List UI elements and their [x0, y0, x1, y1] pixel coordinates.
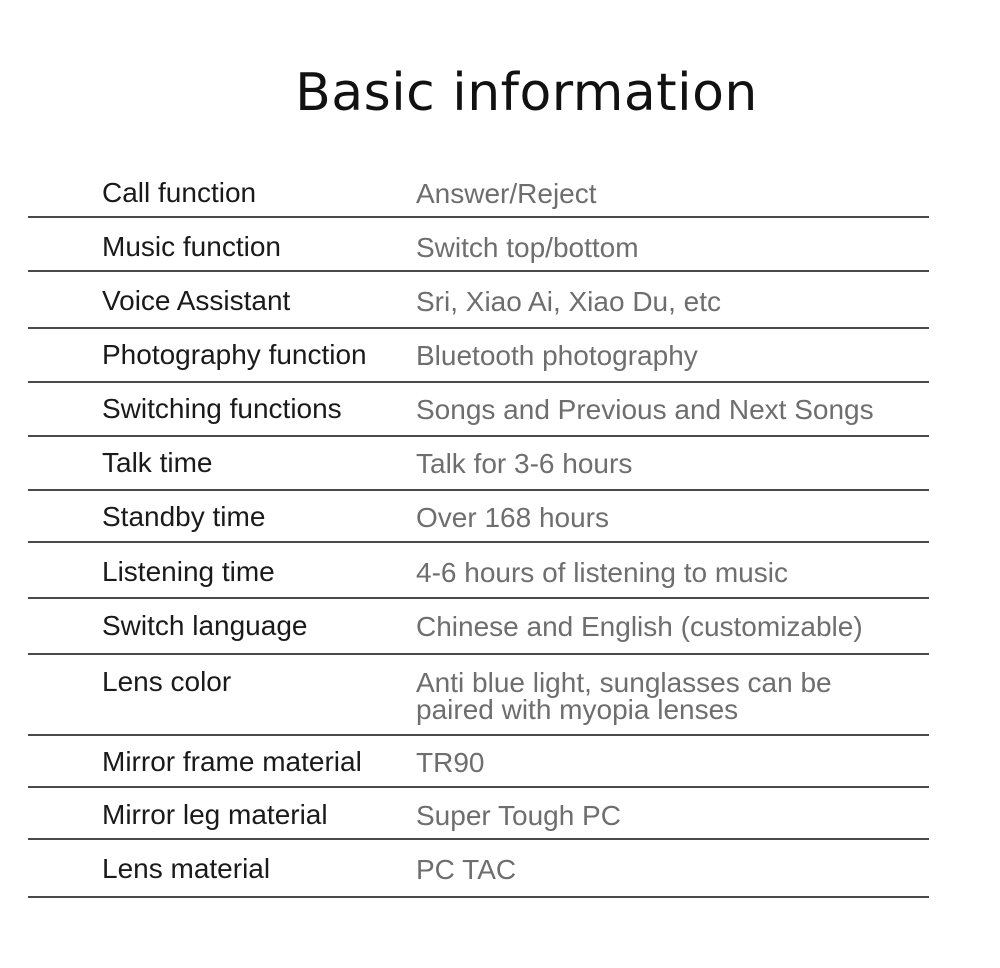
spec-value: Bluetooth photography [416, 340, 698, 371]
spec-label: Standby time [102, 501, 266, 532]
spec-row-switch-language [28, 599, 929, 655]
spec-label: Music function [102, 231, 281, 262]
spec-label: Lens material [102, 853, 271, 884]
spec-row-voice-assistant [28, 272, 929, 329]
spec-label: Switching functions [102, 393, 342, 424]
spec-value: Super Tough PC [416, 800, 621, 831]
spec-label: Mirror leg material [102, 799, 328, 830]
spec-table [28, 166, 929, 898]
spec-value: Chinese and English (customizable) [416, 611, 863, 642]
spec-row-standby-time [28, 491, 929, 543]
spec-label: Call function [102, 177, 257, 208]
spec-value: TR90 [416, 747, 485, 778]
page-title: Basic information [295, 63, 758, 123]
spec-value: Answer/Reject [416, 178, 597, 209]
spec-value: Switch top/bottom [416, 232, 639, 263]
spec-row-listening-time [28, 543, 929, 599]
spec-label: Lens color [102, 666, 232, 697]
spec-value: Anti blue light, sunglasses can be paired with myopia lenses [416, 667, 832, 725]
spec-value: 4-6 hours of listening to music [416, 557, 788, 588]
spec-label: Listening time [102, 556, 275, 587]
spec-label: Photography function [102, 339, 367, 370]
spec-row-lens-color [28, 655, 929, 736]
spec-value: Songs and Previous and Next Songs [416, 394, 874, 425]
spec-row-switching-functions [28, 383, 929, 437]
spec-row-talk-time [28, 437, 929, 491]
spec-row-music-function [28, 218, 929, 272]
spec-value: PC TAC [416, 854, 517, 885]
spec-row-mirror-leg-material [28, 788, 929, 840]
spec-label: Voice Assistant [102, 285, 291, 316]
spec-row-call-function [28, 166, 929, 218]
spec-label: Talk time [102, 447, 213, 478]
spec-row-photography-function [28, 329, 929, 383]
spec-row-mirror-frame-material [28, 736, 929, 788]
spec-row-lens-material [28, 840, 929, 898]
spec-value: Talk for 3-6 hours [416, 448, 633, 479]
spec-value: Sri, Xiao Ai, Xiao Du, etc [416, 286, 722, 317]
spec-value: Over 168 hours [416, 502, 609, 533]
spec-label: Mirror frame material [102, 746, 362, 777]
spec-label: Switch language [102, 610, 308, 641]
